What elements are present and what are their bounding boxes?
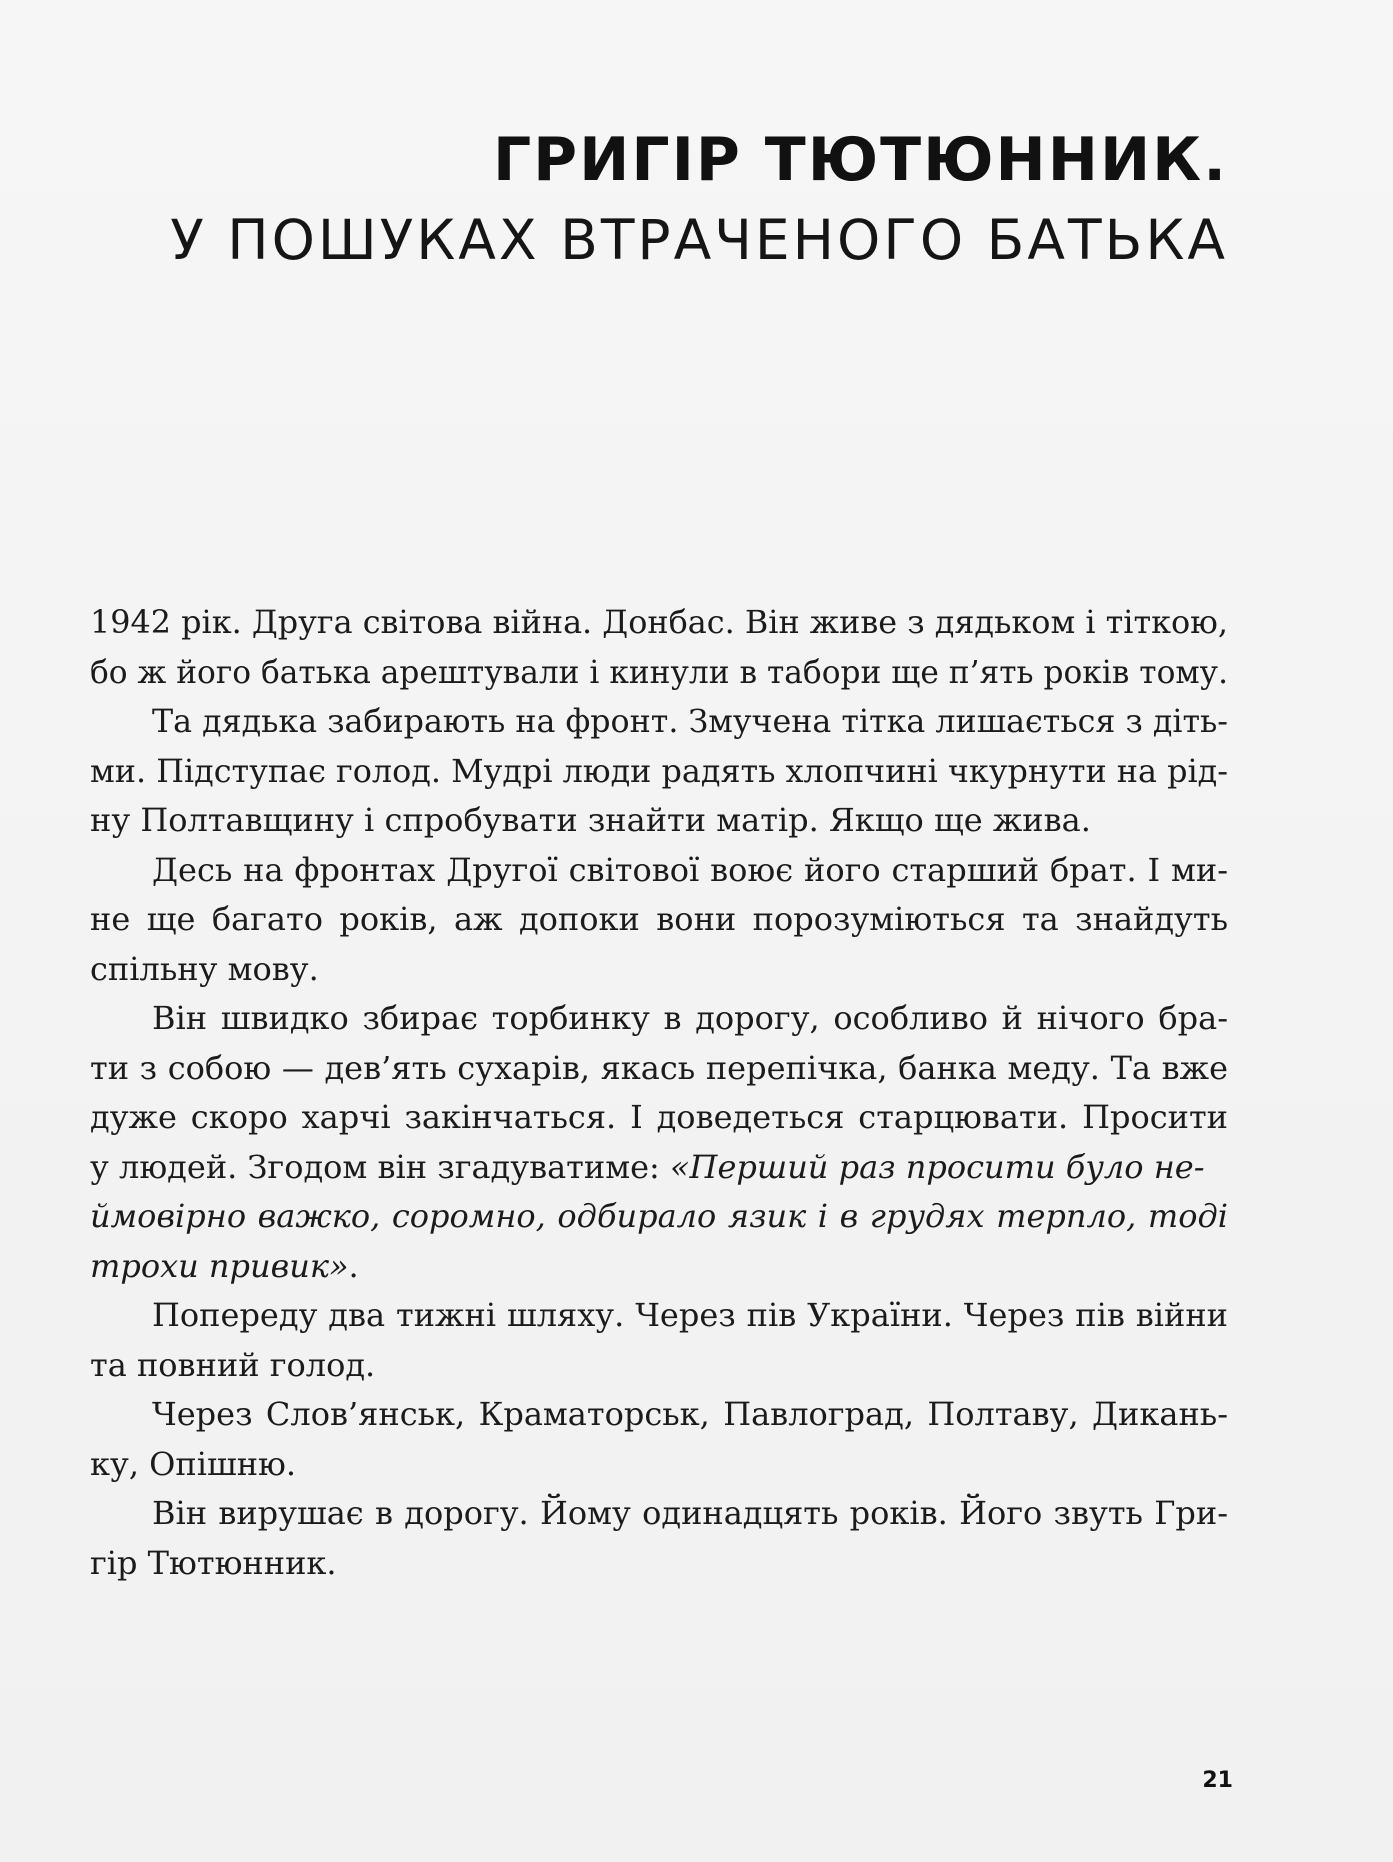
paragraph	[90, 697, 1228, 846]
paragraph	[90, 846, 1228, 995]
text-line: Він вирушає в дорогу. Йому одинадцять років. Його звуть Гри-	[152, 1494, 1228, 1532]
text-line: Та дядька забирають на фронт. Змучена тітка лишається з діть-	[152, 702, 1228, 740]
text-line: 1942 рік. Друга світова війна. Донбас. Він живе з дядьком і тіткою,	[90, 603, 1228, 641]
text-fragment: .	[348, 1246, 359, 1285]
quote-line-end	[90, 1242, 1228, 1292]
text-line: бо ж його батька арештували і кинули в табори ще п’ять років тому.	[90, 652, 1228, 691]
text-line: ну Полтавщину і спробувати знайти матір. Якщо ще жива.	[90, 801, 1091, 839]
text-line: ти з собою — дев’ять сухарів, якась перепічка, банка меду. Та вже	[90, 1048, 1228, 1087]
paragraph	[90, 1390, 1228, 1489]
text-line: та повний голод.	[90, 1345, 376, 1384]
text-line: не ще багато років, аж допоки вони порозуміються та знайдуть	[90, 900, 1228, 938]
text-line: дуже скоро харчі закінчаться. І доведеться старцювати. Просити	[90, 1098, 1228, 1136]
chapter-heading	[170, 120, 1228, 280]
paragraph	[90, 1489, 1228, 1588]
paragraph	[90, 598, 1228, 697]
text-line: ми. Підступає голод. Мудрі люди радять хлопчині чкурнути на рід-	[90, 751, 1228, 790]
text-line: Через Слов’янськ, Краматорськ, Павлоград, Полтаву, Дикань-	[152, 1395, 1228, 1433]
text-line: Він швидко збирає торбинку в дорогу, особливо й нічого бра-	[152, 999, 1228, 1037]
text-line: спільну мову.	[90, 949, 319, 988]
chapter-body	[90, 598, 1228, 1588]
chapter-subtitle: У ПОШУКАХ ВТРАЧЕНОГО БАТЬКА	[170, 208, 1228, 272]
text-fragment: у людей. Згодом він згадуватиме:	[90, 1147, 670, 1186]
text-line: Попереду два тижні шляху. Через пів України. Через пів війни	[152, 1296, 1228, 1334]
chapter-title: ГРИГІР ТЮТЮННИК.	[492, 125, 1228, 195]
text-line-with-quote	[90, 1143, 1228, 1193]
page-number: 21	[1202, 1768, 1233, 1793]
text-line: ку, Опішню.	[90, 1444, 297, 1483]
text-line: Десь на фронтах Другої світової воює його старший брат. І ми-	[152, 850, 1228, 889]
quote-line: ймовірно важко, соромно, одбирало язик і в грудях терпло, тоді	[90, 1197, 1228, 1235]
paragraph	[90, 1291, 1228, 1390]
text-line: гір Тютюнник.	[90, 1543, 337, 1582]
quote-fragment: «Перший раз просити було не-	[669, 1147, 1205, 1186]
quote-fragment: трохи привик»	[90, 1246, 349, 1285]
paragraph	[90, 994, 1228, 1291]
